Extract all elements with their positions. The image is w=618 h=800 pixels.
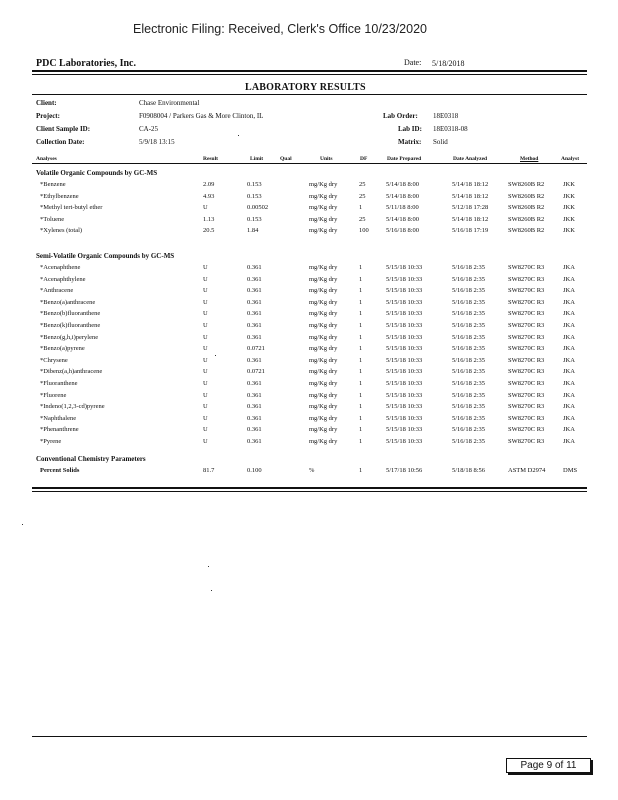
cell-df: 1 xyxy=(359,414,363,422)
cell-df: 1 xyxy=(359,426,363,434)
cell-date-prepared: 5/15/18 10:33 xyxy=(386,298,423,306)
cell-date-analyzed: 5/16/18 2:35 xyxy=(452,287,486,295)
cell-date-analyzed: 5/16/18 2:35 xyxy=(452,438,486,445)
section-title: Conventional Chemistry Parameters xyxy=(36,455,146,463)
cell-units: mg/Kg dry xyxy=(309,287,338,295)
cell-df: 1 xyxy=(359,322,363,329)
cell-date-analyzed: 5/16/18 2:35 xyxy=(452,333,486,341)
col-units: Units xyxy=(320,156,333,162)
cell-analyst: JKA xyxy=(563,322,575,329)
cell-date-analyzed: 5/16/18 2:35 xyxy=(452,380,486,387)
col-limit: Limit xyxy=(250,156,264,162)
cell-df: 1 xyxy=(359,345,363,353)
cell-units: mg/Kg dry xyxy=(309,181,338,188)
cell-result: U xyxy=(203,264,208,271)
col-date-analyzed: Date Analyzed xyxy=(453,156,488,162)
cell-date-prepared: 5/15/18 10:33 xyxy=(386,368,423,376)
cell-df: 1 xyxy=(359,391,363,399)
cell-date-analyzed: 5/16/18 2:35 xyxy=(452,298,486,306)
scan-speck xyxy=(22,524,23,525)
cell-analyst: JKA xyxy=(563,333,575,341)
cell-date-analyzed: 5/14/18 18:12 xyxy=(452,215,489,223)
cell-analyst: JKA xyxy=(563,264,575,271)
header-rule xyxy=(32,70,587,72)
cell-limit: 0.361 xyxy=(247,298,262,306)
cell-date-analyzed: 5/16/18 2:35 xyxy=(452,426,486,434)
cell-method: SW8270C R3 xyxy=(508,333,545,341)
lab-order-value: 18E0318 xyxy=(433,112,459,120)
cell-limit: 0.361 xyxy=(247,356,262,364)
cell-limit: 0.153 xyxy=(247,215,262,223)
cell-df: 1 xyxy=(359,403,363,411)
project-value: F0908004 / Parkers Gas & More Clinton, IL xyxy=(139,112,264,120)
column-header-rule xyxy=(32,163,587,164)
cell-date-prepared: 5/15/18 10:33 xyxy=(386,438,423,445)
cell-analyte: *Fluoranthene xyxy=(40,380,78,387)
cell-date-prepared: 5/15/18 10:33 xyxy=(386,264,423,271)
cell-df: 1 xyxy=(359,368,363,376)
cell-limit: 0.361 xyxy=(247,322,262,329)
scan-speck xyxy=(215,355,216,356)
cell-method: SW8270C R3 xyxy=(508,414,545,422)
cell-result: U xyxy=(203,204,208,212)
scan-speck xyxy=(211,590,212,591)
cell-units: mg/Kg dry xyxy=(309,275,338,283)
cell-df: 1 xyxy=(359,298,363,306)
col-date-prepared: Date Prepared xyxy=(387,156,422,162)
cell-limit: 0.00502 xyxy=(247,204,269,212)
matrix-value: Solid xyxy=(433,138,448,146)
cell-units: mg/Kg dry xyxy=(309,368,338,376)
cell-date-prepared: 5/15/18 10:33 xyxy=(386,426,423,434)
client-value: Chase Environmental xyxy=(139,99,200,107)
cell-date-analyzed: 5/16/18 2:35 xyxy=(452,403,486,411)
cell-date-analyzed: 5/16/18 2:35 xyxy=(452,414,486,422)
cell-analyst: JKA xyxy=(563,414,575,422)
cell-method: SW8270C R3 xyxy=(508,403,545,411)
col-df: DF xyxy=(360,156,368,162)
cell-method: SW8270C R3 xyxy=(508,322,545,329)
cell-analyte: *Benzo(k)fluoranthene xyxy=(40,322,101,329)
cell-result: U xyxy=(203,403,208,411)
table-bottom-rule xyxy=(32,487,587,489)
cell-df: 25 xyxy=(359,192,366,200)
cell-date-prepared: 5/11/18 8:00 xyxy=(386,204,419,212)
cell-analyte: *Benzo(b)fluoranthene xyxy=(40,310,101,318)
scan-speck xyxy=(238,135,239,136)
cell-date-prepared: 5/15/18 10:33 xyxy=(386,403,423,411)
cell-date-analyzed: 5/16/18 2:35 xyxy=(452,345,486,353)
cell-date-analyzed: 5/16/18 2:35 xyxy=(452,275,486,283)
cell-date-analyzed: 5/16/18 2:35 xyxy=(452,264,486,271)
cell-date-analyzed: 5/12/18 17:28 xyxy=(452,204,489,212)
cell-df: 1 xyxy=(359,333,363,341)
cell-analyst: JKA xyxy=(563,438,575,445)
cell-date-prepared: 5/17/18 10:56 xyxy=(386,467,423,474)
cell-analyst: JKA xyxy=(563,310,575,318)
cell-units: mg/Kg dry xyxy=(309,333,338,341)
cell-date-prepared: 5/15/18 10:33 xyxy=(386,287,423,295)
page-title: LABORATORY RESULTS xyxy=(245,82,366,93)
cell-limit: 0.0721 xyxy=(247,368,265,376)
cell-result: U xyxy=(203,426,208,434)
lab-id-value: 18E0318-08 xyxy=(433,125,468,133)
cell-date-analyzed: 5/14/18 18:12 xyxy=(452,192,489,200)
cell-analyte: *Anthracene xyxy=(40,287,74,295)
cell-result: U xyxy=(203,391,208,399)
cell-date-prepared: 5/15/18 10:33 xyxy=(386,310,423,318)
cell-date-analyzed: 5/14/18 18:12 xyxy=(452,181,489,188)
lab-id-label: Lab ID: xyxy=(398,125,422,133)
footer-rule xyxy=(32,736,587,737)
cell-df: 100 xyxy=(359,227,369,235)
cell-limit: 0.361 xyxy=(247,391,262,399)
col-analyses: Analyses xyxy=(36,156,57,162)
cell-date-prepared: 5/15/18 10:33 xyxy=(386,380,423,387)
report-date: 5/18/2018 xyxy=(432,59,465,68)
cell-analyte: *Pyrene xyxy=(40,438,62,445)
project-label: Project: xyxy=(36,112,60,120)
col-analyst: Analyst xyxy=(561,156,580,162)
cell-method: SW8260B R2 xyxy=(508,227,545,235)
title-rule xyxy=(32,94,587,95)
cell-analyte: *Acenaphthene xyxy=(40,264,81,271)
cell-limit: 0.361 xyxy=(247,275,262,283)
sample-id-label: Client Sample ID: xyxy=(36,125,91,133)
matrix-label: Matrix: xyxy=(398,138,422,146)
cell-analyst: JKA xyxy=(563,426,575,434)
cell-df: 25 xyxy=(359,215,366,223)
cell-limit: 0.361 xyxy=(247,264,262,271)
cell-analyst: JKK xyxy=(563,227,575,235)
cell-df: 1 xyxy=(359,356,363,364)
cell-units: mg/Kg dry xyxy=(309,414,338,422)
cell-analyst: JKA xyxy=(563,275,575,283)
cell-analyst: JKA xyxy=(563,403,575,411)
cell-result: 81.7 xyxy=(203,467,215,474)
cell-df: 1 xyxy=(359,275,363,283)
cell-units: mg/Kg dry xyxy=(309,391,338,399)
collection-date-label: Collection Date: xyxy=(36,138,85,146)
cell-analyst: DMS xyxy=(563,467,578,474)
cell-date-analyzed: 5/16/18 2:35 xyxy=(452,310,486,318)
cell-date-prepared: 5/15/18 10:33 xyxy=(386,322,423,329)
cell-date-prepared: 5/14/18 8:00 xyxy=(386,215,420,223)
cell-result: U xyxy=(203,287,208,295)
cell-analyte: *Benzene xyxy=(40,181,66,188)
client-label: Client: xyxy=(36,99,57,107)
cell-result: U xyxy=(203,438,208,445)
cell-units: mg/Kg dry xyxy=(309,322,338,329)
cell-method: SW8260B R2 xyxy=(508,192,545,200)
sample-id-value: CA-25 xyxy=(139,125,159,133)
cell-limit: 0.361 xyxy=(247,287,262,295)
cell-method: SW8270C R3 xyxy=(508,426,545,434)
cell-date-prepared: 5/15/18 10:33 xyxy=(386,333,423,341)
cell-units: mg/Kg dry xyxy=(309,310,338,318)
cell-method: ASTM D2974 xyxy=(508,467,546,474)
cell-result: U xyxy=(203,368,208,376)
cell-analyte: *Acenaphthylene xyxy=(40,275,86,283)
cell-limit: 0.361 xyxy=(247,414,262,422)
cell-method: SW8270C R3 xyxy=(508,368,545,376)
cell-units: mg/Kg dry xyxy=(309,204,338,212)
cell-units: mg/Kg dry xyxy=(309,264,338,271)
cell-result: U xyxy=(203,380,208,387)
cell-units: mg/Kg dry xyxy=(309,438,338,445)
cell-analyst: JKA xyxy=(563,380,575,387)
cell-units: mg/Kg dry xyxy=(309,356,338,364)
cell-method: SW8260B R2 xyxy=(508,215,545,223)
cell-method: SW8270C R3 xyxy=(508,298,545,306)
cell-date-prepared: 5/15/18 10:33 xyxy=(386,356,423,364)
cell-limit: 0.361 xyxy=(247,333,262,341)
cell-result: U xyxy=(203,322,208,329)
cell-analyte: *Indeno(1,2,3-cd)pyrene xyxy=(40,403,105,411)
cell-analyte: *Toluene xyxy=(40,215,65,223)
cell-units: mg/Kg dry xyxy=(309,426,338,434)
cell-analyst: JKK xyxy=(563,181,575,188)
cell-limit: 0.153 xyxy=(247,181,262,188)
cell-result: U xyxy=(203,356,208,364)
cell-limit: 0.361 xyxy=(247,403,262,411)
cell-analyte: Percent Solids xyxy=(40,467,80,474)
cell-method: SW8270C R3 xyxy=(508,345,545,353)
cell-method: SW8270C R3 xyxy=(508,287,545,295)
cell-date-analyzed: 5/16/18 2:35 xyxy=(452,391,486,399)
cell-units: mg/Kg dry xyxy=(309,192,338,200)
cell-date-analyzed: 5/18/18 8:56 xyxy=(452,467,486,474)
date-label: Date: xyxy=(404,58,422,67)
cell-analyte: *Dibenz(a,h)anthracene xyxy=(40,368,103,376)
cell-method: SW8270C R3 xyxy=(508,310,545,318)
header-rule-thin xyxy=(32,74,587,75)
company-name: PDC Laboratories, Inc. xyxy=(36,58,136,69)
cell-result: 1.13 xyxy=(203,215,215,223)
table-bottom-rule-thin xyxy=(32,491,587,492)
cell-analyst: JKA xyxy=(563,345,575,353)
cell-analyte: *Xylenes (total) xyxy=(40,227,83,235)
cell-limit: 0.153 xyxy=(247,192,262,200)
cell-analyst: JKA xyxy=(563,391,575,399)
cell-date-analyzed: 5/16/18 2:35 xyxy=(452,356,486,364)
cell-date-analyzed: 5/16/18 2:35 xyxy=(452,368,486,376)
cell-units: mg/Kg dry xyxy=(309,380,338,387)
cell-method: SW8270C R3 xyxy=(508,438,545,445)
cell-df: 1 xyxy=(359,438,363,445)
cell-df: 1 xyxy=(359,264,363,271)
cell-limit: 0.361 xyxy=(247,438,262,445)
section-title: Semi-Volatile Organic Compounds by GC-MS xyxy=(36,252,175,260)
cell-limit: 0.361 xyxy=(247,426,262,434)
cell-units: mg/Kg dry xyxy=(309,215,338,223)
cell-df: 1 xyxy=(359,204,363,212)
cell-limit: 1.84 xyxy=(247,227,259,235)
cell-date-prepared: 5/14/18 8:00 xyxy=(386,192,420,200)
cell-analyte: *Chrysene xyxy=(40,356,68,364)
cell-result: U xyxy=(203,345,208,353)
filing-stamp: Electronic Filing: Received, Clerk's Office 10/23/2020 xyxy=(133,22,427,36)
cell-result: U xyxy=(203,298,208,306)
page-number: Page 9 of 11 xyxy=(506,758,591,773)
cell-result: 4.93 xyxy=(203,192,215,200)
cell-date-analyzed: 5/16/18 17:19 xyxy=(452,227,489,235)
cell-analyst: JKA xyxy=(563,368,575,376)
cell-units: mg/Kg dry xyxy=(309,227,338,235)
cell-df: 1 xyxy=(359,310,363,318)
cell-analyst: JKK xyxy=(563,204,575,212)
cell-method: SW8260B R2 xyxy=(508,181,545,188)
cell-analyte: *Benzo(a)anthracene xyxy=(40,298,96,306)
cell-limit: 0.100 xyxy=(247,467,262,474)
cell-result: 2.09 xyxy=(203,181,215,188)
cell-result: U xyxy=(203,414,208,422)
cell-df: 1 xyxy=(359,467,363,474)
cell-method: SW8260B R2 xyxy=(508,204,545,212)
cell-units: mg/Kg dry xyxy=(309,345,338,353)
section-title: Volatile Organic Compounds by GC-MS xyxy=(36,169,158,177)
cell-result: U xyxy=(203,310,208,318)
cell-analyte: *Phenanthrene xyxy=(40,426,79,434)
cell-analyte: *Benzo(a)pyrene xyxy=(40,345,85,353)
cell-analyst: JKA xyxy=(563,298,575,306)
cell-limit: 0.361 xyxy=(247,380,262,387)
cell-units: mg/Kg dry xyxy=(309,403,338,411)
cell-analyst: JKA xyxy=(563,287,575,295)
cell-analyst: JKA xyxy=(563,356,575,364)
cell-result: 20.5 xyxy=(203,227,215,235)
cell-method: SW8270C R3 xyxy=(508,391,545,399)
cell-units: mg/Kg dry xyxy=(309,298,338,306)
cell-df: 25 xyxy=(359,181,366,188)
cell-result: U xyxy=(203,275,208,283)
cell-analyst: JKK xyxy=(563,192,575,200)
cell-method: SW8270C R3 xyxy=(508,356,545,364)
cell-method: SW8270C R3 xyxy=(508,380,545,387)
lab-order-label: Lab Order: xyxy=(383,112,418,120)
col-result: Result xyxy=(203,156,218,162)
col-method: Method xyxy=(520,156,539,162)
cell-date-prepared: 5/15/18 10:33 xyxy=(386,275,423,283)
cell-limit: 0.361 xyxy=(247,310,262,318)
cell-method: SW8270C R3 xyxy=(508,264,545,271)
cell-method: SW8270C R3 xyxy=(508,275,545,283)
cell-result: U xyxy=(203,333,208,341)
cell-date-prepared: 5/14/18 8:00 xyxy=(386,181,420,188)
cell-date-analyzed: 5/16/18 2:35 xyxy=(452,322,486,329)
cell-date-prepared: 5/15/18 10:33 xyxy=(386,391,423,399)
cell-analyte: *Fluorene xyxy=(40,391,67,399)
cell-analyst: JKK xyxy=(563,215,575,223)
cell-analyte: *Benzo(g,h,i)perylene xyxy=(40,333,99,341)
scan-speck xyxy=(208,566,209,567)
cell-date-prepared: 5/15/18 10:33 xyxy=(386,345,423,353)
collection-date-value: 5/9/18 13:15 xyxy=(139,138,175,146)
col-qual: Qual xyxy=(280,156,292,162)
cell-units: % xyxy=(309,467,315,474)
cell-analyte: *Naphthalene xyxy=(40,414,77,422)
cell-analyte: *Ethylbenzene xyxy=(40,192,79,200)
cell-date-prepared: 5/15/18 10:33 xyxy=(386,414,423,422)
cell-df: 1 xyxy=(359,380,363,387)
cell-date-prepared: 5/16/18 8:00 xyxy=(386,227,420,235)
cell-analyte: *Methyl tert-butyl ether xyxy=(40,204,103,212)
cell-df: 1 xyxy=(359,287,363,295)
cell-limit: 0.0721 xyxy=(247,345,265,353)
